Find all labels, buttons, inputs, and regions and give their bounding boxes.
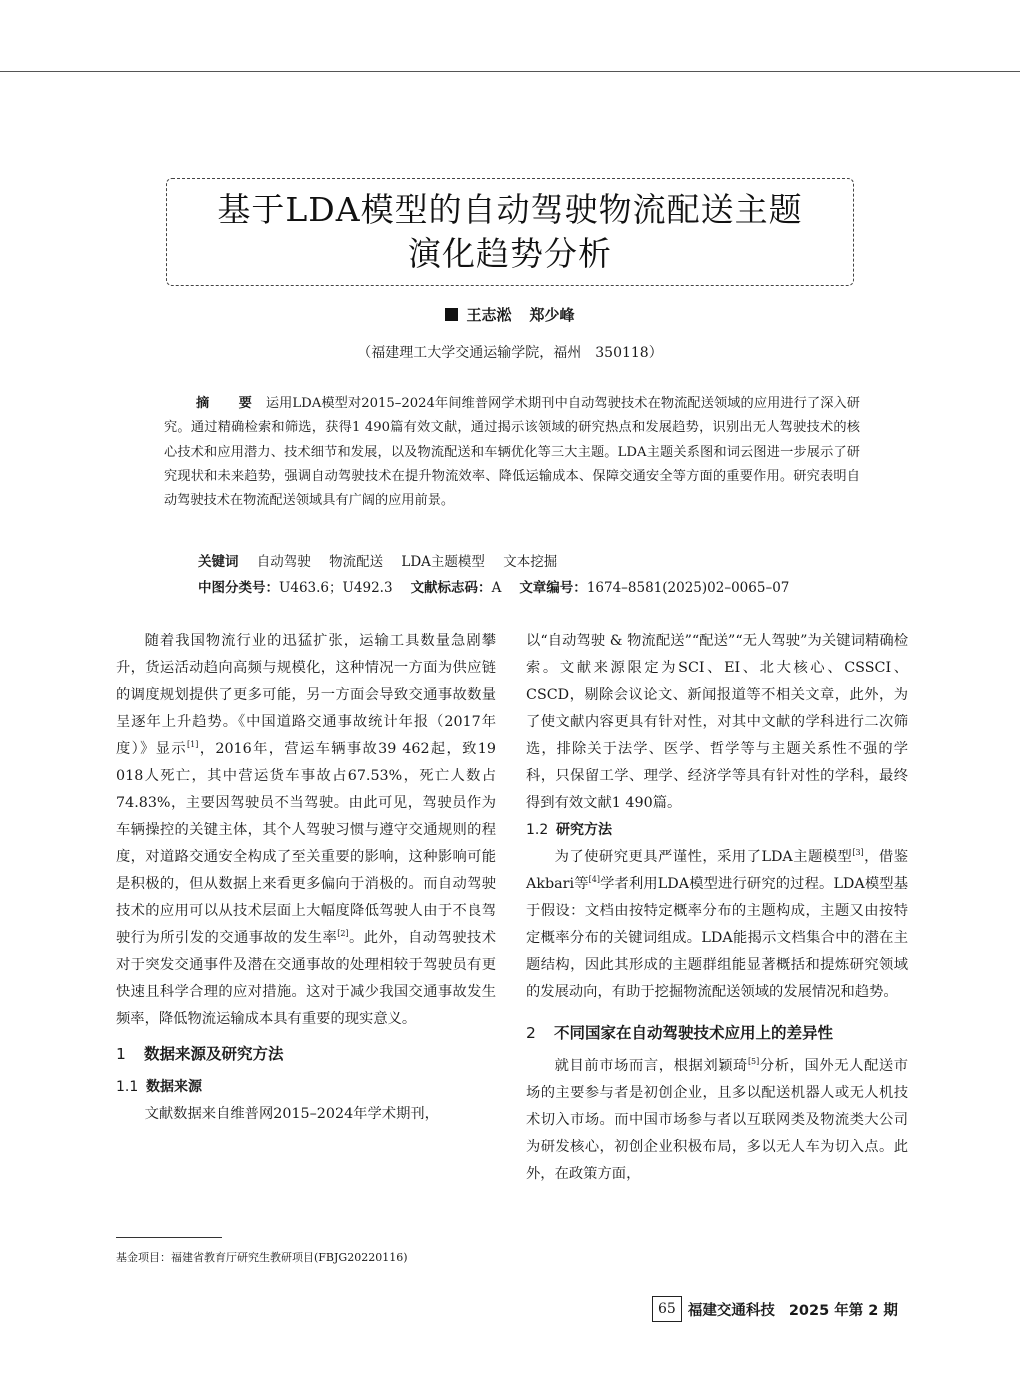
section-heading-1-2: 1.2 研究方法 bbox=[526, 822, 612, 838]
intro-paragraph: 随着我国物流行业的迅猛扩张，运输工具数量急剧攀升，货运活动趋向高频与规模化，这种情况一方面为供应链的调度规划提供了更多可能，另一方面会导致交通事故数量呈逐年上升趋势。《中国道路交通事故统计年报（2017年度）》显示[1]，2016年，营运车辆事故39 462起，致19 018人死亡，其中营运货车事故占67.53%，死亡人数占74.83%，主要因驾驶员不当驾驶。由此可见，驾驶员作为车辆操控的关键主体，其个人驾驶习惯与遵守交通规则的程度，对道路交通安全构成了至关重要的影响，这种影响可能是积极的，但从数据上来看更多偏向于消极的。而自动驾驶技术的应用可以从技术层面上大幅度降低驾驶人由于不良驾驶行为所引发的交通事故的发生率[2]。此外，自动驾驶技术对于突发交通事件及潜在交通事故的处理相较于驾驶员有更快速且科学合理的应对措施。这对于减少我国交通事故发生频率，降低物流运输成本具有重要的现实意义。 bbox=[116, 633, 497, 1027]
author-line bbox=[0, 304, 1020, 325]
classification-line bbox=[198, 576, 860, 600]
citation-ref[interactable]: [4] bbox=[588, 875, 600, 884]
affiliation: （福建理工大学交通运输学院，福州 350118） bbox=[357, 345, 663, 361]
keyword-item: 文本挖掘 bbox=[503, 554, 558, 570]
author-name: 王志淞 bbox=[466, 306, 512, 324]
keywords-label: 关键词 bbox=[198, 554, 239, 570]
square-bullet-icon bbox=[445, 308, 458, 321]
data-source-paragraph: 文献数据来自维普网2015–2024年学术期刊， bbox=[144, 1106, 439, 1122]
abstract bbox=[164, 392, 860, 513]
article-number-value: 1674–8581(2025)02–0065–07 bbox=[586, 580, 790, 596]
section-heading-1-1: 1.1 数据来源 bbox=[116, 1079, 202, 1095]
footnote-rule bbox=[116, 1237, 222, 1238]
section-heading-2: 2 不同国家在自动驾驶技术应用上的差异性 bbox=[526, 1024, 834, 1042]
author-name: 郑少峰 bbox=[529, 306, 575, 324]
data-source-continued: 以“自动驾驶 & 物流配送”“配送”“无人驾驶”为关键词精确检索。文献来源限定为SCI、EI、北大核心、CSSCI、CSCD，剔除会议论文、新闻报道等不相关文章，此外，为了使文献内容更具有针对性，对其中文献的学科进行二次筛选，排除关于法学、医学、哲学等与主题关系性不强的学科，只保留工学、理学、经济学等具有针对性的学科，最终得到有效文献1 490篇。 bbox=[526, 633, 908, 811]
journal-issue: 2025 年第 2 期 bbox=[788, 1302, 898, 1319]
citation-ref[interactable]: [5] bbox=[747, 1057, 760, 1066]
keyword-item: LDA主题模型 bbox=[401, 554, 485, 570]
keywords bbox=[198, 550, 860, 574]
body-column-left bbox=[116, 628, 496, 1128]
section-heading-1: 1 数据来源及研究方法 bbox=[116, 1045, 284, 1063]
article-title-line-2: 演化趋势分析 bbox=[408, 234, 612, 273]
clc-label: 中图分类号： bbox=[198, 580, 279, 596]
article-number-label: 文章编号： bbox=[519, 580, 587, 596]
citation-ref[interactable]: [3] bbox=[852, 848, 864, 857]
doc-code-value: A bbox=[491, 580, 502, 596]
citation-ref[interactable]: [1] bbox=[187, 740, 199, 749]
method-paragraph: 为了使研究更具严谨性，采用了LDA主题模型[3]，借鉴Akbari等[4]学者利用LDA模型进行研究的过程。LDA模型基于假设：文档由按特定概率分布的主题构成，主题又由按特定概率分布的关键词组成。LDA能揭示文档集合中的潜在主题结构，因此其形成的主题群组能显著概括和提炼研究领域的发展动向，有助于挖掘物流配送领域的发展情况和趋势。 bbox=[526, 848, 909, 1000]
keyword-item: 自动驾驶 bbox=[256, 554, 311, 570]
country-difference-paragraph: 就目前市场而言，根据刘颖琦[5]分析，国外无人配送市场的主要参与者是初创企业，且多以配送机器人或无人机技术切入市场。而中国市场参与者以互联网类及物流类大公司为研发核心，初创企业积极布局，多以无人车为切入点。此外，在政策方面， bbox=[526, 1057, 909, 1182]
keyword-item: 物流配送 bbox=[329, 554, 384, 570]
journal-name: 福建交通科技 bbox=[687, 1302, 775, 1319]
funding-footnote: 基金项目：福建省教育厅研究生教研项目(FBJG20220116) bbox=[116, 1251, 408, 1264]
abstract-label: 摘 要 bbox=[196, 396, 260, 411]
clc-value: U463.6；U492.3 bbox=[279, 580, 393, 596]
page-footer bbox=[652, 1296, 898, 1322]
doc-code-label: 文献标志码： bbox=[410, 580, 492, 596]
body-column-right bbox=[526, 628, 908, 1188]
abstract-text: 运用LDA模型对2015–2024年间维普网学术期刊中自动驾驶技术在物流配送领域的应用进行了深入研究。通过精确检索和筛选，获得1 490篇有效文献，通过揭示该领域的研究热点和发展趋势，识别出无人驾驶技术的核心技术和应用潜力、技术细节和发展，以及物流配送和车辆优化等三大主题。LDA主题关系图和词云图进一步展示了研究现状和未来趋势，强调自动驾驶技术在提升物流效率、降低运输成本、保障交通安全等方面的重要作用。研究表明自动驾驶技术在物流配送领域具有广阔的应用前景。 bbox=[164, 396, 860, 509]
citation-ref[interactable]: [2] bbox=[337, 929, 349, 938]
page-number: 65 bbox=[652, 1296, 682, 1322]
title-frame bbox=[166, 178, 854, 286]
header-rule bbox=[0, 71, 1020, 72]
article-title-line-1: 基于LDA模型的自动驾驶物流配送主题 bbox=[217, 190, 803, 229]
